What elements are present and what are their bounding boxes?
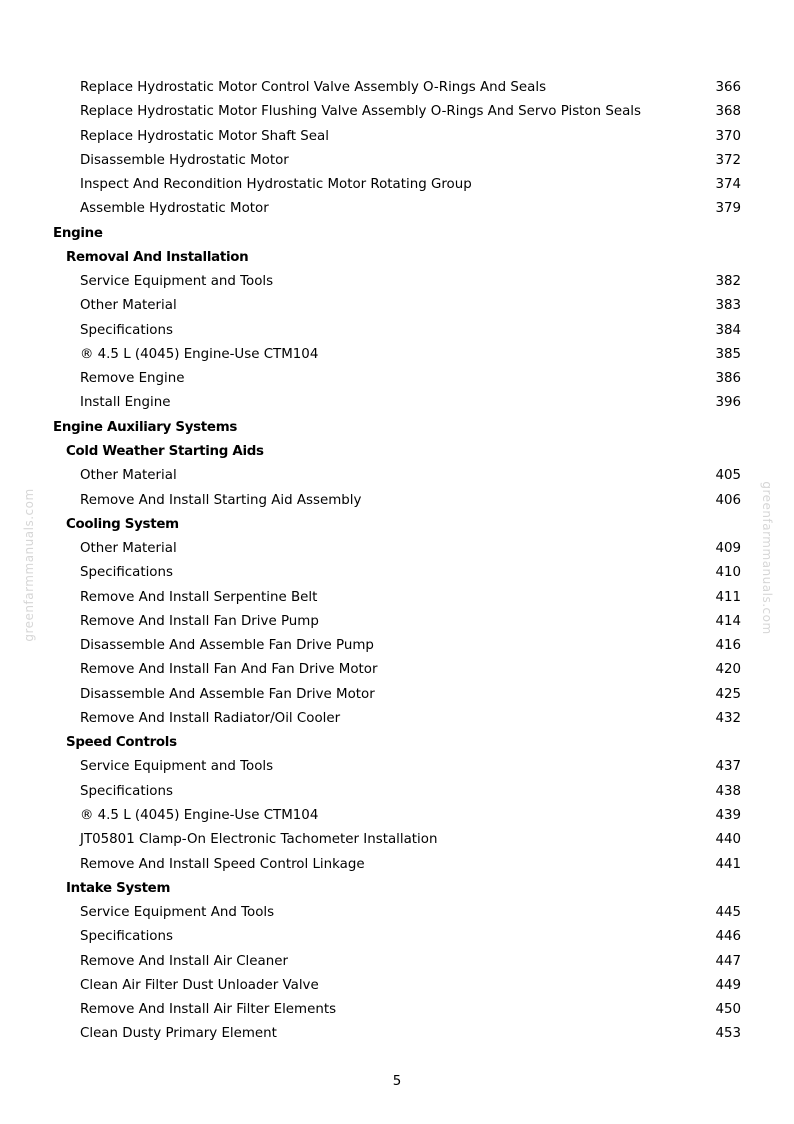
watermark-right: greenfarmmanuals.com (760, 481, 774, 635)
toc-entry-page: 411 (715, 589, 741, 605)
toc-entry-title: Service Equipment and Tools (80, 274, 274, 290)
toc-entry-title: Disassemble Hydrostatic Motor (80, 152, 289, 168)
toc-entry-title: Clean Air Filter Dust Unloader Valve (80, 977, 319, 993)
toc-entry[interactable] (0, 197, 794, 221)
toc-entry-title: Remove And Install Speed Control Linkage (80, 856, 365, 872)
toc-entry-title: Other Material (80, 298, 177, 314)
toc-entry-title: Remove And Install Fan And Fan Drive Motor (80, 662, 378, 678)
toc-entry-title: Replace Hydrostatic Motor Flushing Valve Assembly O-Rings And Servo Piston Seals (80, 104, 642, 120)
toc-entry-title: Specifications (80, 322, 173, 338)
toc-entry-title: Intake System (66, 880, 171, 896)
toc-entry-title: Engine (53, 225, 103, 241)
toc-entry-page: 438 (715, 783, 741, 799)
toc-entry[interactable] (0, 925, 794, 949)
toc-entry[interactable] (0, 367, 794, 391)
toc-entry-page: 414 (715, 613, 741, 629)
toc-entry-page: 437 (715, 759, 741, 775)
toc-entry[interactable] (0, 125, 794, 149)
toc-entry-page: 383 (715, 298, 741, 314)
toc-entry[interactable] (0, 537, 794, 561)
toc-entry-page: 379 (715, 201, 741, 217)
toc-entry-page: 370 (715, 128, 741, 144)
toc-entry-title: Cold Weather Starting Aids (66, 443, 264, 459)
toc-entry-page: 396 (715, 395, 741, 411)
toc-entry-page: 450 (715, 1002, 741, 1018)
toc-entry-title: Engine Auxiliary Systems (53, 419, 238, 435)
toc-entry[interactable] (0, 561, 794, 585)
toc-entry-title: ® 4.5 L (4045) Engine-Use CTM104 (80, 807, 319, 823)
toc-entry-title: Remove Engine (80, 371, 185, 387)
toc-entry-title: Remove And Install Air Cleaner (80, 953, 288, 969)
toc-entry[interactable] (0, 100, 794, 124)
toc-entry[interactable] (0, 828, 794, 852)
toc-entry-title: Removal And Installation (66, 249, 249, 265)
page-number: 5 (392, 1074, 402, 1089)
toc-entry-page: 386 (715, 371, 741, 387)
toc-entry[interactable] (0, 658, 794, 682)
toc-entry-title: Inspect And Recondition Hydrostatic Motor Rotating Group (80, 177, 472, 193)
toc-entry[interactable] (0, 586, 794, 610)
toc-entry-page: 406 (715, 492, 741, 508)
toc-entry[interactable] (0, 294, 794, 318)
toc-entry-title: ® 4.5 L (4045) Engine-Use CTM104 (80, 346, 319, 362)
toc-entry[interactable] (0, 270, 794, 294)
toc-entry-title: Cooling System (66, 516, 179, 532)
toc-subsection (0, 246, 794, 270)
toc-entry-page: 366 (715, 80, 741, 95)
toc-entry-title: Remove And Install Starting Aid Assembly (80, 492, 362, 508)
toc-entry[interactable] (0, 489, 794, 513)
toc-entry-title: Remove And Install Air Filter Elements (80, 1002, 337, 1018)
toc-entry-title: Disassemble And Assemble Fan Drive Pump (80, 638, 374, 654)
toc-entry[interactable] (0, 853, 794, 877)
toc-entry-title: Disassemble And Assemble Fan Drive Motor (80, 686, 375, 702)
toc-entry-title: Replace Hydrostatic Motor Shaft Seal (80, 128, 329, 144)
toc-entry[interactable] (0, 173, 794, 197)
toc-subsection (0, 440, 794, 464)
toc-entry-page: 372 (715, 152, 741, 168)
toc-entry[interactable] (0, 804, 794, 828)
toc-entry-page: 449 (715, 977, 741, 993)
toc-subsection (0, 513, 794, 537)
toc-entry[interactable] (0, 707, 794, 731)
toc-entry-page: 445 (715, 905, 741, 921)
toc-entry-page: 385 (715, 346, 741, 362)
toc-entry[interactable] (0, 634, 794, 658)
toc-entry-page: 432 (715, 710, 741, 726)
toc-entry-title: Service Equipment And Tools (80, 905, 275, 921)
toc-entry-title: Specifications (80, 783, 173, 799)
toc-entry-page: 384 (715, 322, 741, 338)
toc-entry-page: 446 (715, 929, 741, 945)
watermark-left: greenfarmmanuals.com (22, 488, 36, 642)
toc-entry-title: Install Engine (80, 395, 171, 411)
toc-entry-page: 409 (715, 541, 741, 557)
toc-entry[interactable] (0, 974, 794, 998)
toc-entry-page: 410 (715, 565, 741, 581)
toc-entry-page: 447 (715, 953, 741, 969)
toc-entry-page: 440 (715, 832, 741, 848)
toc-entry-title: Remove And Install Fan Drive Pump (80, 613, 319, 629)
toc-entry[interactable] (0, 950, 794, 974)
toc-subsection (0, 877, 794, 901)
toc-entry-title: JT05801 Clamp-On Electronic Tachometer Installation (80, 832, 438, 848)
toc-entry[interactable] (0, 755, 794, 779)
toc-entry-title: Speed Controls (66, 735, 177, 751)
toc-entry-title: Clean Dusty Primary Element (80, 1026, 277, 1042)
toc-entry[interactable] (0, 391, 794, 415)
toc-entry-title: Assemble Hydrostatic Motor (80, 201, 269, 217)
toc-entry[interactable] (0, 780, 794, 804)
toc-entry-page: 439 (715, 807, 741, 823)
toc-entry-title: Remove And Install Radiator/Oil Cooler (80, 710, 341, 726)
toc-entry-title: Remove And Install Serpentine Belt (80, 589, 318, 605)
toc-entry[interactable] (0, 149, 794, 173)
toc-entry-title: Replace Hydrostatic Motor Control Valve Assembly O-Rings And Seals (80, 80, 547, 95)
table-of-contents (0, 76, 794, 1047)
toc-entry-page: 368 (715, 104, 741, 120)
toc-entry[interactable] (0, 998, 794, 1022)
toc-section (0, 416, 794, 440)
toc-entry-page: 420 (715, 662, 741, 678)
toc-entry-page: 416 (715, 638, 741, 654)
toc-entry[interactable] (0, 901, 794, 925)
toc-entry-page: 405 (715, 468, 741, 484)
toc-entry[interactable] (0, 1022, 794, 1046)
toc-entry-title: Other Material (80, 468, 177, 484)
toc-entry[interactable] (0, 319, 794, 343)
toc-entry-page: 441 (715, 856, 741, 872)
toc-entry-title: Other Material (80, 541, 177, 557)
toc-entry-page: 453 (715, 1026, 741, 1042)
toc-entry[interactable] (0, 610, 794, 634)
toc-subsection (0, 731, 794, 755)
toc-section (0, 222, 794, 246)
toc-entry-title: Specifications (80, 929, 173, 945)
toc-entry-title: Service Equipment and Tools (80, 759, 274, 775)
toc-entry-page: 374 (715, 177, 741, 193)
toc-entry[interactable] (0, 464, 794, 488)
toc-entry[interactable] (0, 76, 794, 100)
toc-entry[interactable] (0, 343, 794, 367)
toc-entry-page: 425 (715, 686, 741, 702)
toc-entry-page: 382 (715, 274, 741, 290)
toc-entry-title: Specifications (80, 565, 173, 581)
toc-entry[interactable] (0, 683, 794, 707)
